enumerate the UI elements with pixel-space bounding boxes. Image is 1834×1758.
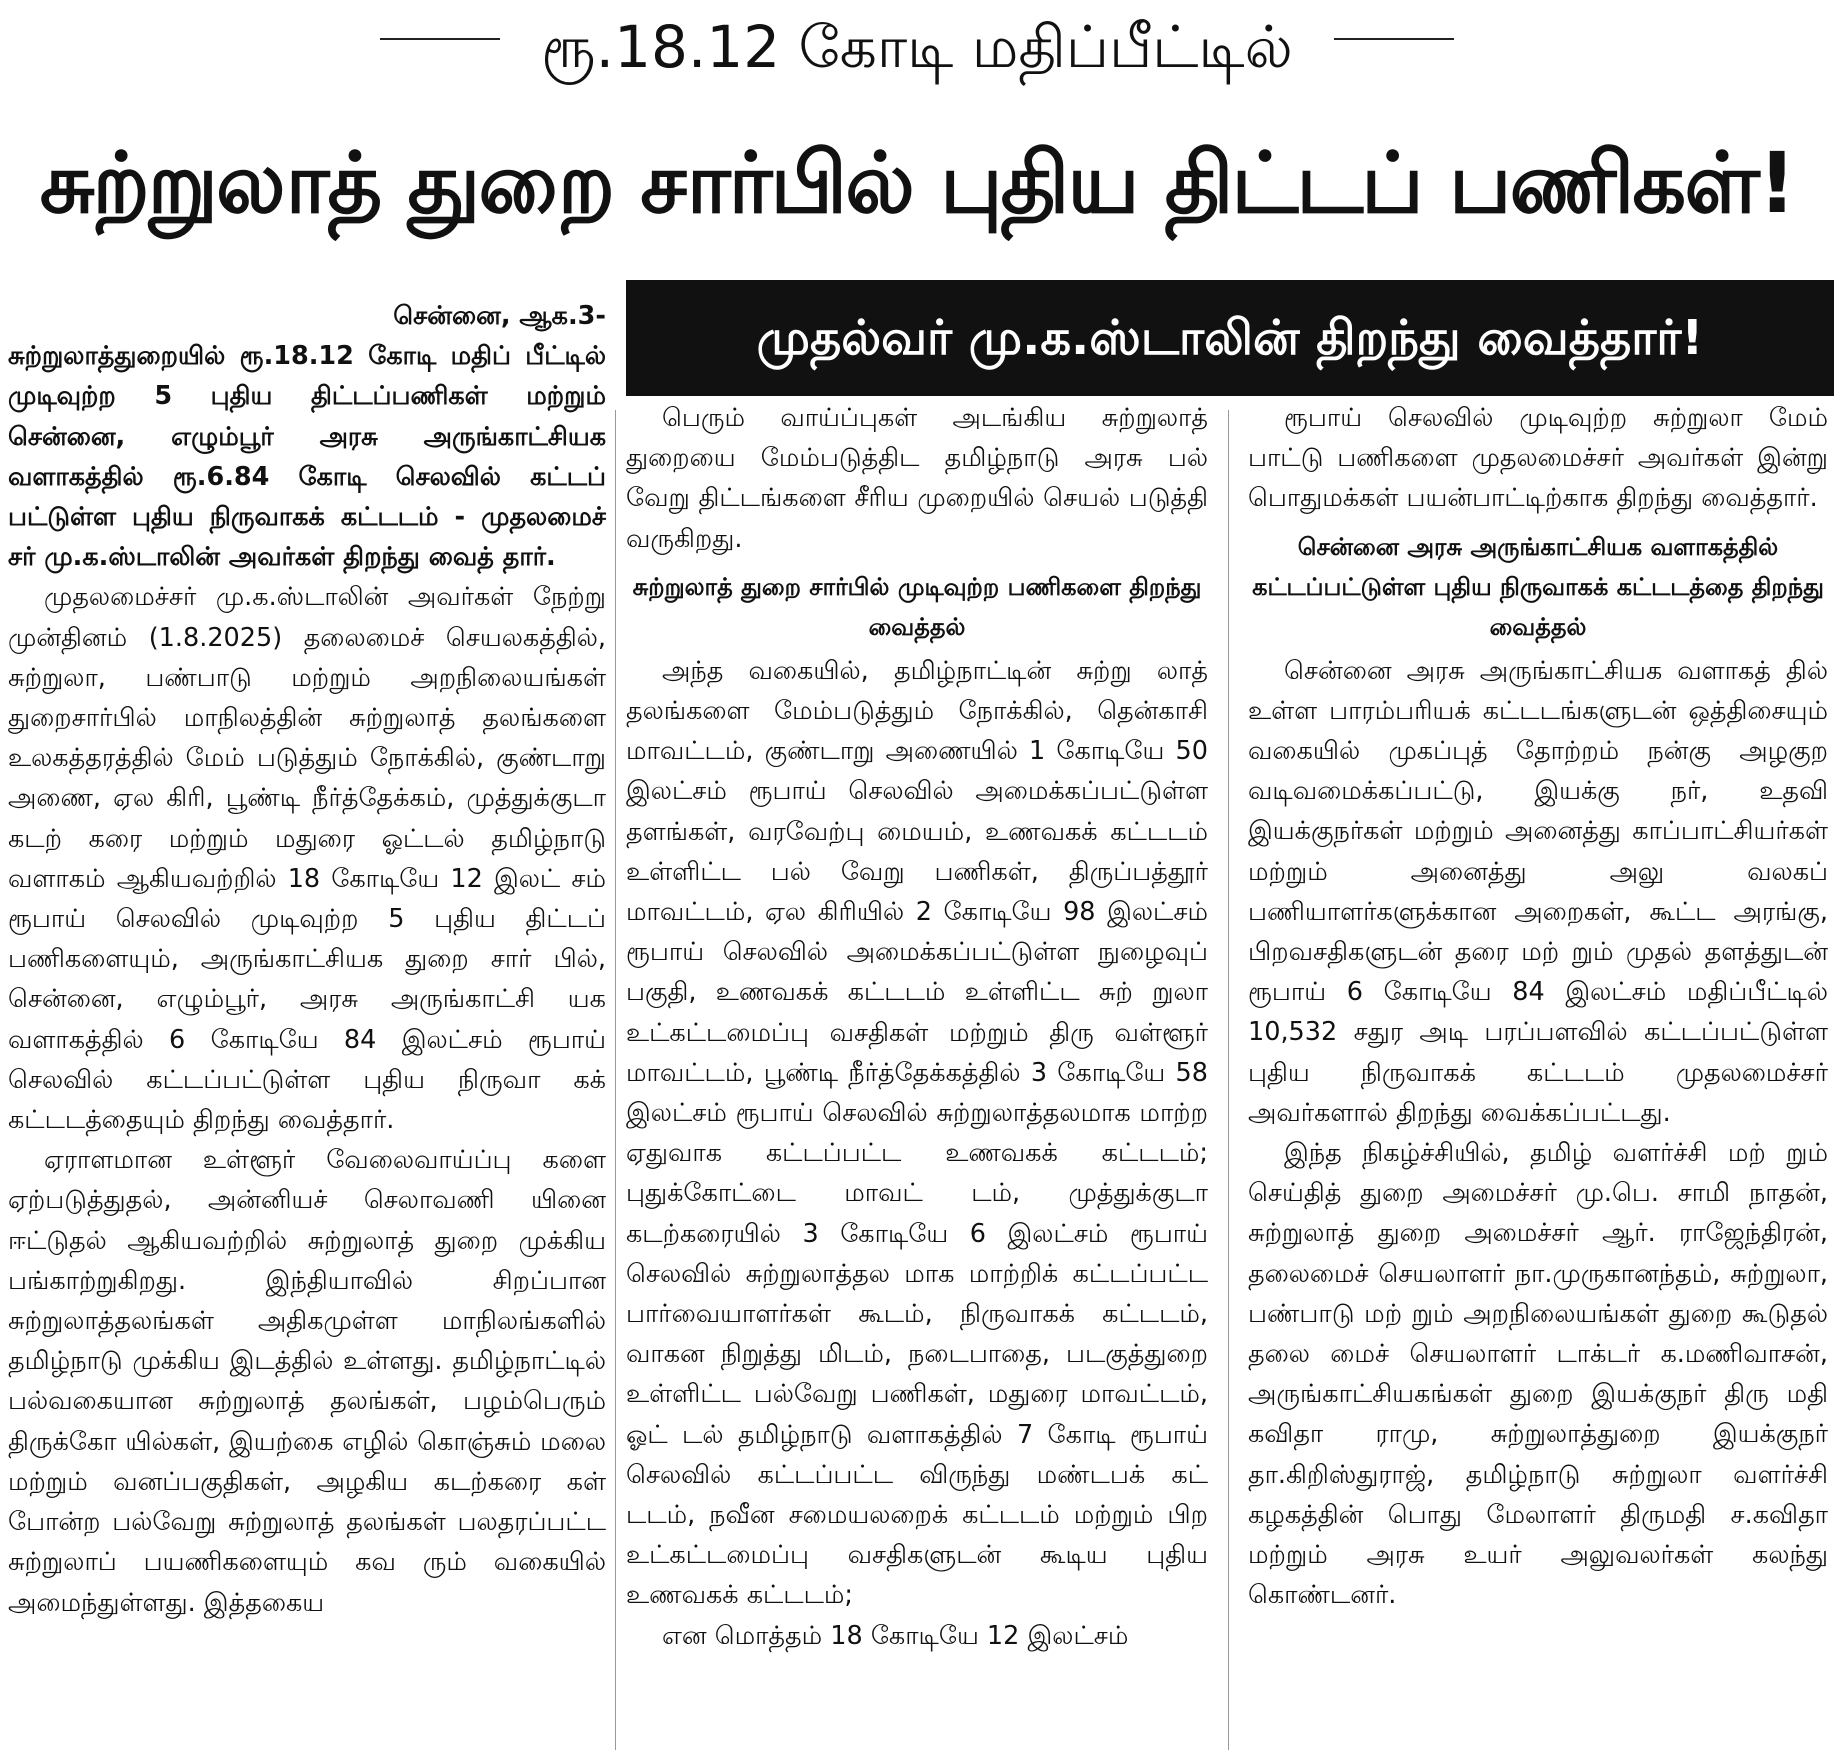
body-paragraph: ஏராளமான உள்ளூர் வேலைவாய்ப்பு களை ஏற்படுத்துதல், அன்னியச் செலாவணி யினை ஈட்டுதல் ஆகியவற்றில் சுற்றுலாத் துறை முக்கிய பங்காற்றுகிறது. இந்தியாவில் சிறப்பான சுற்றுலாத்தலங்கள் அதிகமுள்ள மாநிலங்களில் தமிழ்நாடு முக்கிய இடத்தில் உள்ளது. தமிழ்நாட்டில் பல்வகையான சுற்றுலாத் தலங்கள், பழம்பெரும் திருக்கோ யில்கள், இயற்கை எழில் கொஞ்சும் மலை மற்றும் வனப்பகுதிகள், அழகிய கடற்கரை கள் போன்ற பல்வேறு சுற்றுலாத் தலங்கள் பலதரப்பட்ட சுற்றுலாப் பயணிகளையும் கவ ரும் வகையில் அமைந்துள்ளது. இத்தகைய — [8, 1145, 606, 1618]
main-headline: சுற்றுலாத் துறை சார்பில் புதிய திட்டப் பணிகள்! — [39, 134, 1795, 232]
body-paragraph: அந்த வகையில், தமிழ்நாட்டின் சுற்று லாத் தலங்களை மேம்படுத்தும் நோக்கில், தென்காசி மாவட்டம், குண்டாறு அணையில் 1 கோடியே 50 இலட்சம் ரூபாய் செலவில் அமைக்கப்பட்டுள்ள தளங்கள், வரவேற்பு மையம், உணவகக் கட்டடம் உள்ளிட்ட பல் வேறு பணிகள், திருப்பத்தூர் மாவட்டம், ஏல கிரியில் 2 கோடியே 98 இலட்சம் ரூபாய் செலவில் அமைக்கப்பட்டுள்ள நுழைவுப் பகுதி, உணவகக் கட்டடம் உள்ளிட்ட சுற் றுலா உட்கட்டமைப்பு வசதிகள் மற்றும் திரு வள்ளூர் மாவட்டம், பூண்டி நீர்த்தேக்கத்தில் 3 கோடியே 58 இலட்சம் ரூபாய் செலவில் சுற்றுலாத்தலமாக மாற்ற ஏதுவாக கட்டப்பட்ட உணவகக் கட்டடம்; புதுக்கோட்டை மாவட் டம், முத்துக்குடா கடற்கரையில் 3 கோடியே 6 இலட்சம் ரூபாய் செலவில் சுற்றுலாத்தல மாக மாற்றிக் கட்டப்பட்ட பார்வையாளர்கள் கூடம், நிருவாகக் கட்டடம், வாகன நிறுத்து மிடம், நடைபாதை, படகுத்துறை உள்ளிட்ட பல்வேறு பணிகள், மதுரை மாவட்டம், ஓட் டல் தமிழ்நாடு வளாகத்தில் 7 கோடி ரூபாய் செலவில் கட்டப்பட்ட விருந்து மண்டபக் கட் டடம், நவீன சமையலறைக் கட்டடம் மற்றும் பிற உட்கட்டமைப்பு வசதிகளுடன் கூடிய புதிய உணவகக் கட்டடம்; — [626, 655, 1208, 1611]
article-column-3 — [1248, 398, 1828, 1615]
sub-headline-banner: முதல்வர் மு.க.ஸ்டாலின் திறந்து வைத்தார்! — [626, 280, 1834, 396]
section-subhead: சென்னை அரசு அருங்காட்சியக வளாகத்தில் கட்டப்பட்டுள்ள புதிய நிருவாகக் கட்டடத்தை திறந்து வைத்தல் — [1252, 532, 1824, 641]
kicker-title: ரூ.18.12 கோடி மதிப்பீட்டில் — [541, 13, 1293, 81]
body-paragraph: இந்த நிகழ்ச்சியில், தமிழ் வளர்ச்சி மற் றும் செய்தித் துறை அமைச்சர் மு.பெ. சாமி நாதன், சுற்றுலாத் துறை அமைச்சர் ஆர். ராஜேந்திரன், தலைமைச் செயலாளர் நா.முருகானந்தம், சுற்றுலா, பண்பாடு மற் றும் அறநிலையங்கள் துறை கூடுதல் தலை மைச் செயலாளர் டாக்டர் க.மணிவாசன், அருங்காட்சியகங்கள் துறை இயக்குநர் திரு மதி கவிதா ராமு, சுற்றுலாத்துறை இயக்குநர் தா.கிறிஸ்துராஜ், தமிழ்நாடு சுற்றுலா வளர்ச்சி கழகத்தின் பொது மேலாளர் திருமதி ச.கவிதா மற்றும் அரசு உயர் அலுவலர்கள் கலந்து கொண்டனர். — [1248, 1138, 1828, 1611]
column-divider — [615, 410, 616, 1750]
body-paragraph: என மொத்தம் 18 கோடியே 12 இலட்சம் — [662, 1620, 1129, 1651]
lead-paragraph: சுற்றுலாத்துறையில் ரூ.18.12 கோடி மதிப் பீட்டில் முடிவுற்ற 5 புதிய திட்டப்பணிகள் மற்றும் சென்னை, எழும்பூர் அரசு அருங்காட்சியக வளாகத்தில் ரூ.6.84 கோடி செலவில் கட்டப் பட்டுள்ள புதிய நிருவாகக் கட்டடம் - முதலமைச் சர் மு.க.ஸ்டாலின் அவர்கள் திறந்து வைத் தார். — [8, 341, 606, 573]
column-divider — [1228, 410, 1229, 1750]
dateline: சென்னை, ஆக.3- — [393, 301, 606, 331]
article-column-2 — [626, 398, 1208, 1656]
section-subhead: சுற்றுலாத் துறை சார்பில் முடிவுற்ற பணிகளை திறந்து வைத்தல் — [632, 572, 1202, 641]
article-column-1 — [8, 296, 606, 1623]
body-paragraph: ரூபாய் செலவில் முடிவுற்ற சுற்றுலா மேம் பாட்டு பணிகளை முதலமைச்சர் அவர்கள் இன்று பொதுமக்கள் பயன்பாட்டிற்காக திறந்து வைத்தார். — [1248, 403, 1828, 514]
body-paragraph: பெரும் வாய்ப்புகள் அடங்கிய சுற்றுலாத் துறையை மேம்படுத்திட தமிழ்நாடு அரசு பல் வேறு திட்டங்களை சீரிய முறையில் செயல் படுத்தி வருகிறது. — [626, 403, 1208, 554]
body-paragraph: சென்னை அரசு அருங்காட்சியக வளாகத் தில் உள்ள பாரம்பரியக் கட்டடங்களுடன் ஒத்திசையும் வகையில் முகப்புத் தோற்றம் நன்கு அழகுற வடிவமைக்கப்பட்டு, இயக்கு நர், உதவி இயக்குநர்கள் மற்றும் அனைத்து காப்பாட்சியர்கள் மற்றும் அனைத்து அலு வலகப் பணியாளர்களுக்கான அறைகள், கூட்ட அரங்கு, பிறவசதிகளுடன் தரை மற் றும் முதல் தளத்துடன் ரூபாய் 6 கோடியே 84 இலட்சம் மதிப்பீட்டில் 10,532 சதுர அடி பரப்பளவில் கட்டப்பட்டுள்ள புதிய நிருவாகக் கட்டடம் முதலமைச்சர் அவர்களால் திறந்து வைக்கப்பட்டது. — [1248, 655, 1828, 1128]
body-paragraph: முதலமைச்சர் மு.க.ஸ்டாலின் அவர்கள் நேற்று முன்தினம் (1.8.2025) தலைமைச் செயலகத்தில், சுற்றுலா, பண்பாடு மற்றும் அறநிலையங்கள் துறைசார்பில் மாநிலத்தின் சுற்றுலாத் தலங்களை உலகத்தரத்தில் மேம் படுத்தும் நோக்கில், குண்டாறு அணை, ஏல கிரி, பூண்டி நீர்த்தேக்கம், முத்துக்குடா கடற் கரை மற்றும் மதுரை ஓட்டல் தமிழ்நாடு வளாகம் ஆகியவற்றில் 18 கோடியே 12 இலட் சம் ரூபாய் செலவில் முடிவுற்ற 5 புதிய திட்டப் பணிகளையும், அருங்காட்சியக துறை சார் பில், சென்னை, எழும்பூர், அரசு அருங்காட்சி யக வளாகத்தில் 6 கோடியே 84 இலட்சம் ரூபாய் செலவில் கட்டப்பட்டுள்ள புதிய நிருவா கக் கட்டடத்தையும் திறந்து வைத்தார். — [8, 582, 606, 1136]
